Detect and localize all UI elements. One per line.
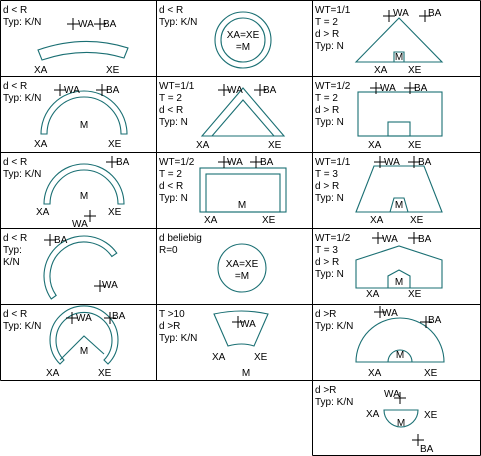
center-label: =M [235,42,251,53]
xa-label: XA [46,368,60,379]
cell-text-line: Typ: K/N [3,93,42,104]
wa-label: WA [384,389,400,400]
xe-label: XE [98,368,112,379]
cell-11 [315,232,442,300]
cell-text-line: Typ: [3,245,22,256]
cell-text-line: Typ: N [315,41,344,52]
wa-label: WA [102,280,118,291]
ba-label: BA [428,315,442,326]
wa-label: WA [72,219,88,230]
xa-label: XA [366,289,380,300]
cell-text-line: Typ: N [159,117,188,128]
cell-text-line: Typ: K/N [3,17,42,28]
cell-1 [159,5,271,68]
wa-label: WA [240,319,256,330]
xa-label: XA [34,65,48,76]
cell-text-line: Typ: K/N [159,333,198,344]
m-label: M [79,191,89,202]
cell-text-line: d < R [3,81,28,92]
cell-2 [315,5,442,76]
xa-label: XA [368,140,382,151]
xa-label: XA [204,215,218,226]
cell-8 [315,156,442,226]
xa-label: XA [370,215,384,226]
cell-6 [3,156,130,230]
ba-label: BA [116,157,130,168]
ba-label: BA [428,8,442,19]
cell-text-line: T = 2 [159,169,182,180]
rectangle-shape [358,92,442,136]
cell-text-line: WT=1/1 [315,157,351,168]
cell-text-line: Typ: K/N [159,17,198,28]
ba-label: BA [54,235,68,246]
wa-label: WA [227,157,243,168]
ba-label: BA [420,444,434,455]
cell-text-line: Typ: N [315,193,344,204]
ba-label: BA [414,83,428,94]
xa-label: XA [374,65,388,76]
cell-text-line: R=0 [159,245,178,256]
m-label: M [241,368,251,379]
cell-text-line: WT=1/1 [315,5,351,16]
ba-label: BA [103,19,117,30]
inner-triangle-shape [212,100,274,136]
ba-label: BA [418,157,432,168]
cell-text-line: Typ: N [315,117,344,128]
xe-label: XE [262,215,276,226]
m-label: M [394,200,404,211]
cell-14 [315,306,444,379]
center-label: XA=XE [225,259,259,270]
wa-label: WA [64,85,80,96]
cell-text-line: WT=1/2 [315,81,351,92]
cell-text-line: d >R [315,309,337,320]
cell-text-line: Typ: K/N [315,321,354,332]
xa-label: XA [34,139,48,150]
xe-label: XE [408,289,422,300]
cell-text-line: K/N [3,257,20,268]
cell-0 [3,5,128,76]
xe-label: XE [408,140,422,151]
cell-text-line: Typ: K/N [315,397,354,408]
cell-text-line: T = 2 [159,93,182,104]
cell-5 [315,81,442,151]
cell-text-line: d >R [159,321,181,332]
cell-9 [3,220,118,299]
cell-text-line: d < R [3,157,28,168]
xe-label: XE [106,65,120,76]
cell-text-line: d < R [159,181,184,192]
cell-text-line: Typ: N [315,269,344,280]
notch-shape [388,122,410,136]
xa-label: XA [36,207,50,218]
wa-label: WA [76,313,92,324]
cell-13 [159,309,268,379]
m-label: M [395,350,405,361]
xa-label: XA [212,352,226,363]
cell-text-line: d > R [315,105,340,116]
ba-label: BA [418,234,432,245]
m-label: M [237,200,247,211]
wa-label: WA [227,85,243,96]
xe-label: XE [268,140,282,151]
cell-text-line: d > R [315,257,340,268]
xe-label: XE [108,139,122,150]
center-label: XA=XE [226,30,260,41]
ba-label: BA [260,157,274,168]
cell-12 [3,306,126,379]
cell-text-line: d beliebig [159,233,202,244]
cell-15 [315,385,438,455]
wa-label: WA [380,83,396,94]
wa-label: WA [382,234,398,245]
cell-text-line: Typ: K/N [3,169,42,180]
cell-text-line: T = 3 [315,245,338,256]
xe-label: XE [408,65,422,76]
cell-text-line: d < R [159,5,184,16]
cell-text-line: WT=1/2 [315,233,351,244]
m-label: M [394,52,404,63]
cell-text-line: d < R [3,5,28,16]
xe-label: XE [424,410,438,421]
xe-label: XE [108,207,122,218]
cell-text-line: Typ: N [159,193,188,204]
xa-label: XA [368,368,382,379]
cell-4 [159,81,284,151]
cell-text-line: Typ: K/N [3,321,42,332]
xa-label: XA [366,409,380,420]
ba-label: BA [106,85,120,96]
ba-label: BA [112,311,126,322]
m-label: M [79,346,89,357]
xe-label: XE [424,368,438,379]
cell-text-line: d < R [3,309,28,320]
cell-3 [3,81,127,150]
cell-10 [159,233,266,292]
cell-text-line: T = 2 [315,17,338,28]
xa-label: XA [196,140,210,151]
center-label: =M [234,271,250,282]
cell-text-line: T >10 [159,309,185,320]
cell-text-line: d < R [3,233,28,244]
wa-label: WA [393,8,409,19]
cell-text-line: d > R [315,181,340,192]
wa-label: WA [384,157,400,168]
m-label: M [396,418,406,429]
xe-label: XE [254,352,268,363]
xe-label: XE [410,215,424,226]
arc-band-shape [38,41,128,60]
cell-text-line: d < R [159,105,184,116]
cell-text-line: T = 3 [315,169,338,180]
cell-text-line: WT=1/1 [159,81,195,92]
m-label: M [79,120,89,131]
cell-7 [159,156,286,226]
cell-text-line: T = 2 [315,93,338,104]
wa-label: WA [382,308,398,319]
wa-label: WA [78,19,94,30]
cell-text-line: d >R [315,385,337,396]
m-label: M [394,277,404,288]
cell-text-line: WT=1/2 [159,157,195,168]
cell-text-line: d > R [315,29,340,40]
ba-label: BA [263,85,277,96]
